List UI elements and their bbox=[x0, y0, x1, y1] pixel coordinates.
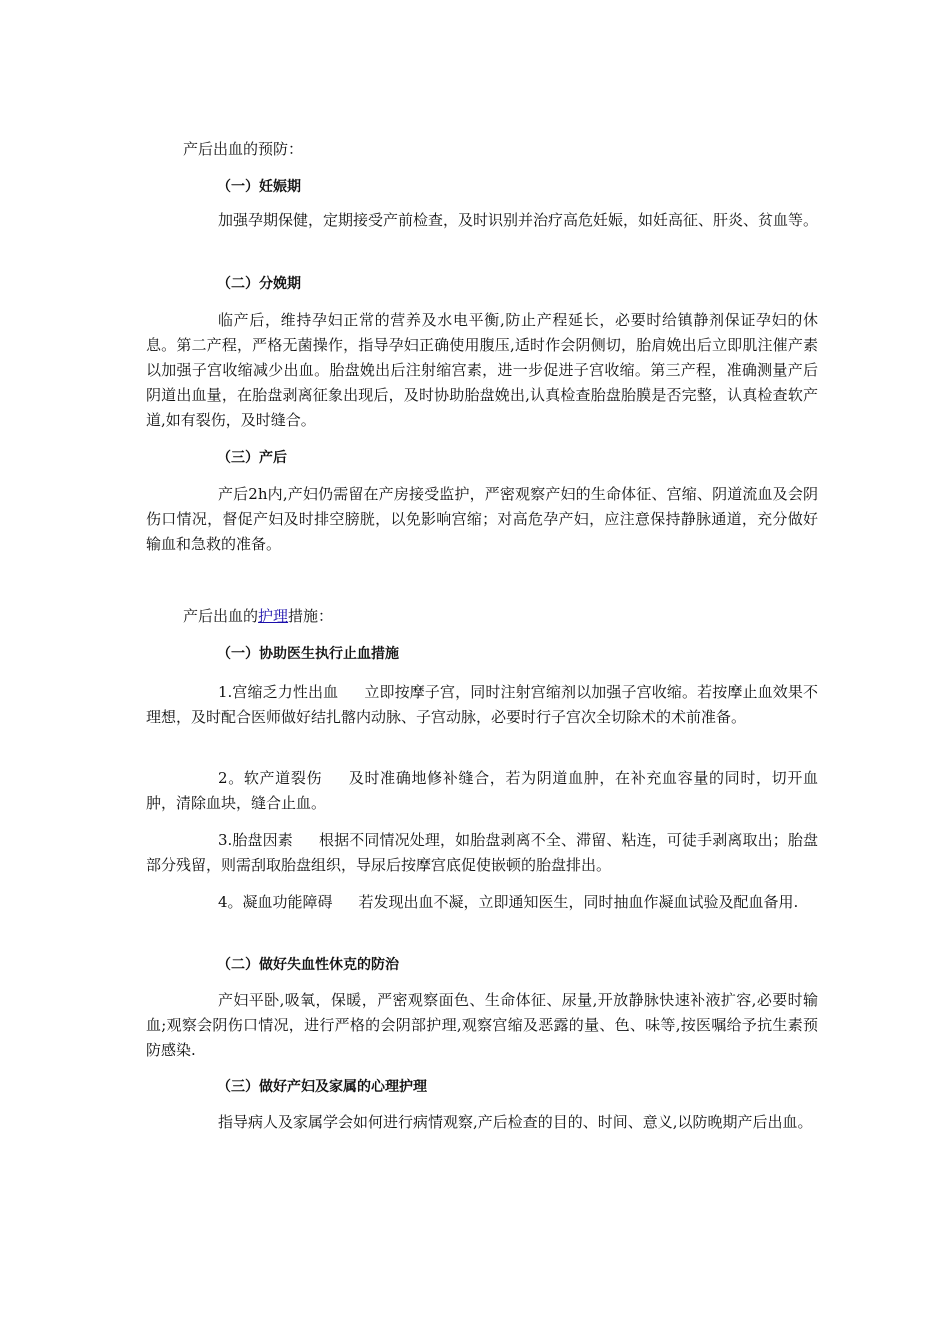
prevention-title: 产后出血的预防： bbox=[183, 140, 304, 158]
item-3-text: 根据不同情况处理，如胎盘剥离不全、滞留、粘连，可徒手剥离取出；胎盘部分残留，则需刮取胎盘组织，导尿后按摩宫底促使嵌顿的胎盘排出。 bbox=[146, 831, 818, 874]
nursing-heading-shock: （二）做好失血性休克的防治 bbox=[217, 957, 399, 973]
nursing-title-suffix: 措施： bbox=[288, 607, 334, 625]
item-2-label: 2。软产道裂伤 bbox=[218, 769, 323, 787]
hemostasis-item-1 bbox=[146, 680, 818, 730]
item-4-label: 4。凝血功能障碍 bbox=[218, 893, 333, 911]
prevention-text-pregnancy: 加强孕期保健，定期接受产前检查，及时识别并治疗高危妊娠，如妊高征、肝炎、贫血等。 bbox=[218, 211, 819, 229]
shock-text: 产妇平卧,吸氧，保暖，严密观察面色、生命体征、尿量,开放静脉快速补液扩容,必要时输血;观察会阴伤口情况，进行严格的会阴部护理,观察宫缩及恶露的量、色、味等,按医嘱给予抗生素预防感染. bbox=[146, 991, 818, 1059]
prevention-heading-pregnancy: （一）妊娠期 bbox=[217, 179, 301, 195]
nursing-heading-psychology: （三）做好产妇及家属的心理护理 bbox=[217, 1079, 427, 1095]
hemostasis-item-2 bbox=[146, 766, 818, 816]
item-2-text: 及时准确地修补缝合，若为阴道血肿，在补充血容量的同时，切开血肿，清除血块，缝合止血。 bbox=[146, 769, 818, 812]
nursing-title-prefix: 产后出血的 bbox=[183, 607, 259, 625]
psychology-text: 指导病人及家属学会如何进行病情观察,产后检查的目的、时间、意义,以防晚期产后出血。 bbox=[218, 1113, 813, 1131]
item-1-label: 1.宫缩乏力性出血 bbox=[218, 683, 339, 701]
prevention-heading-delivery: （二）分娩期 bbox=[217, 276, 301, 292]
prevention-text-delivery: 临产后，维持孕妇正常的营养及水电平衡,防止产程延长，必要时给镇静剂保证孕妇的休息。第二产程，严格无菌操作，指导孕妇正确使用腹压,适时作会阴侧切，胎肩娩出后立即肌注催产素以加强子宫收缩减少出血。胎盘娩出后注射缩宫素，进一步促进子宫收缩。第三产程，准确测量产后阴道出血量，在胎盘剥离征象出现后，及时协助胎盘娩出,认真检查胎盘胎膜是否完整，认真检查软产道,如有裂伤，及时缝合。 bbox=[146, 311, 818, 429]
hemostasis-item-4 bbox=[146, 890, 818, 915]
item-1-text: 立即按摩子宫，同时注射宫缩剂以加强子宫收缩。若按摩止血效果不理想，及时配合医师做好结扎髂内动脉、子宫动脉，必要时行子宫次全切除术的术前准备。 bbox=[146, 683, 818, 726]
nursing-link[interactable]: 护理 bbox=[258, 607, 289, 625]
hemostasis-item-3 bbox=[146, 828, 818, 878]
item-4-text: 若发现出血不凝，立即通知医生，同时抽血作凝血试验及配血备用. bbox=[358, 893, 799, 911]
item-3-label: 3.胎盘因素 bbox=[218, 831, 293, 849]
prevention-heading-postpartum: （三）产后 bbox=[217, 450, 287, 466]
nursing-title bbox=[183, 606, 333, 626]
prevention-text-postpartum: 产后2h内,产妇仍需留在产房接受监护，严密观察产妇的生命体征、宫缩、阴道流血及会阴伤口情况，督促产妇及时排空膀胱，以免影响宫缩；对高危孕产妇，应注意保持静脉通道，充分做好输血和急救的准备。 bbox=[146, 485, 818, 553]
nursing-heading-hemostasis: （一）协助医生执行止血措施 bbox=[217, 646, 399, 662]
